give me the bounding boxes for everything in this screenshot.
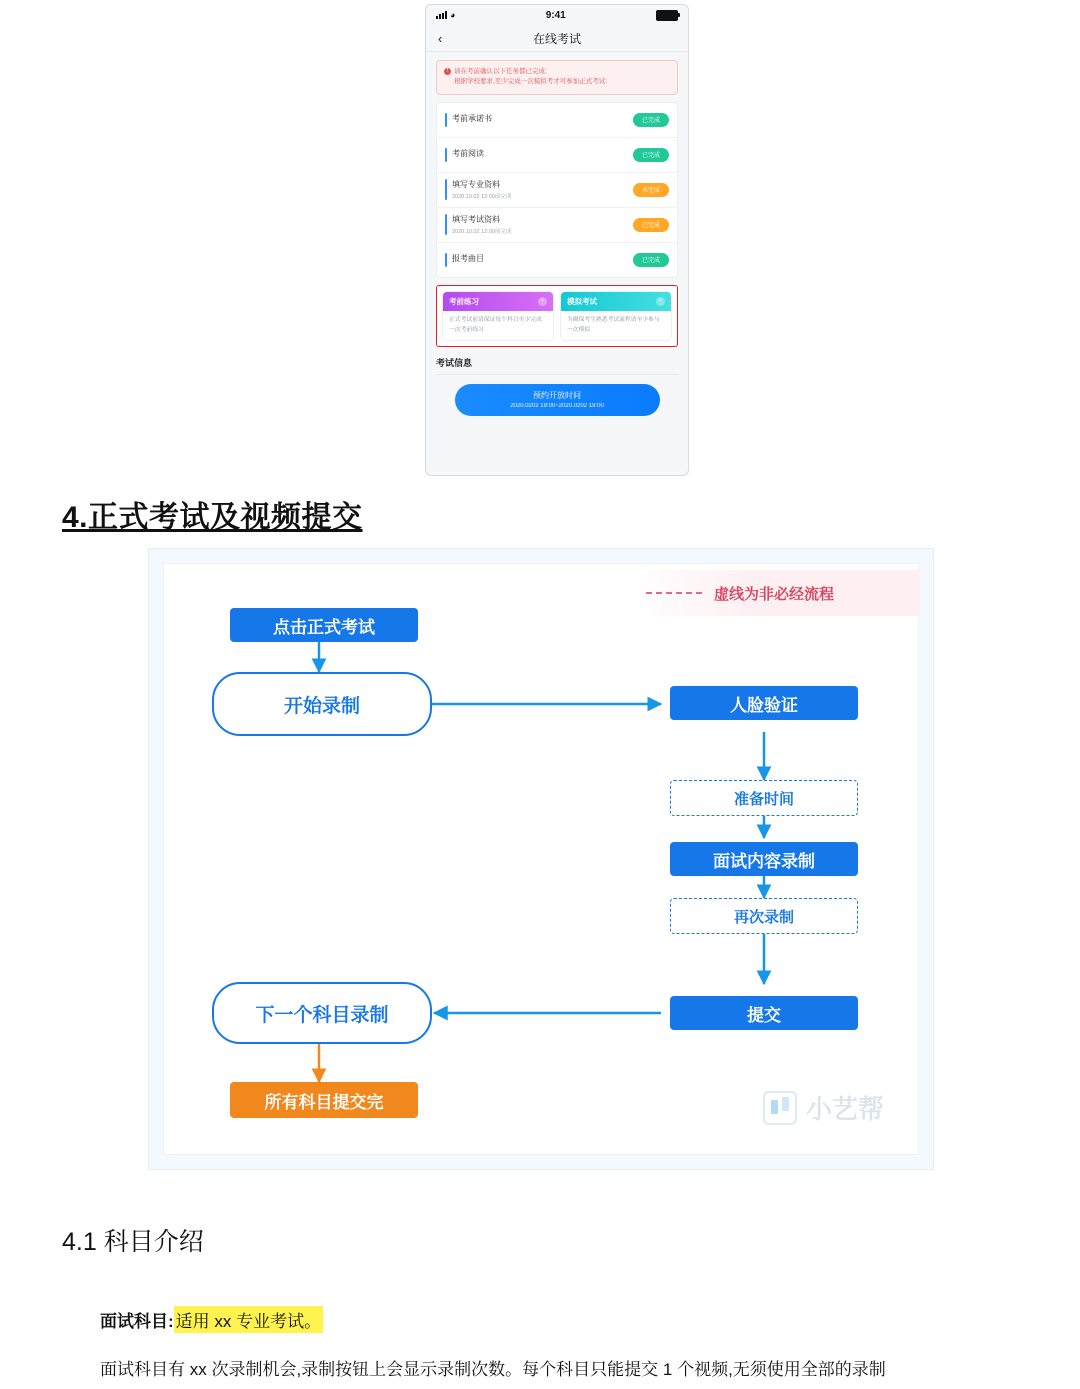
flow-node-all-submitted: 所有科目提交完 [230, 1082, 418, 1118]
accent-bar [445, 113, 447, 127]
status-badge: 未完成 [633, 183, 669, 197]
flow-node-face-verify: 人脸验证 [670, 686, 858, 720]
phone-mockup [425, 4, 689, 476]
task-left [445, 148, 484, 162]
status-badge: 已完成 [633, 253, 669, 267]
flow-node-record: 开始录制 [212, 672, 432, 736]
page-title: 4.正式考试及视频提交 [62, 501, 363, 534]
status-badge: 已完成 [633, 148, 669, 162]
xiaoyibang-logo-icon [763, 1091, 797, 1125]
alert-text-2: 根据学校要求,至少完成一次模拟考才可参加正式考试: [454, 78, 608, 86]
subject-highlight: 适用 xx 专业考试。 [174, 1306, 323, 1333]
accent-bar [445, 148, 447, 162]
reservation-time-title: 预约开放时间 [533, 391, 581, 401]
flow-node-interview-record: 面试内容录制 [670, 842, 858, 876]
section-heading: 4.1 科目介绍 [62, 1228, 204, 1256]
status-bar [426, 5, 688, 25]
task-title: 报考曲目 [452, 253, 484, 263]
flow-node-prepare-time: 准备时间 [670, 780, 858, 816]
status-badge: 已完成 [633, 218, 669, 232]
table-row[interactable] [437, 173, 677, 208]
chevron-right-icon: › [538, 297, 547, 306]
signal-bars-icon [436, 11, 447, 19]
mock-exam-card-title: 模拟考试 [567, 296, 597, 306]
task-deadline: 2020.10.02 12:00前完成 [452, 194, 512, 201]
alert-circle-icon: ! [444, 68, 451, 75]
alert-banner [436, 60, 678, 95]
alert-text-1: 请在考前确认以下任务都已完成: [454, 68, 547, 75]
highlight-callout-box [436, 285, 678, 348]
practice-card[interactable] [442, 291, 554, 342]
task-title: 填写专业资料 [452, 180, 500, 190]
practice-card-header [443, 292, 553, 311]
reservation-time-button[interactable] [455, 384, 660, 416]
accent-bar [445, 179, 447, 200]
page-title: 在线考试 [532, 31, 581, 46]
wifi-icon: ◕ [450, 9, 456, 20]
task-texts [452, 214, 511, 235]
nav-bar [426, 25, 688, 52]
table-row[interactable] [437, 138, 677, 173]
flow-node-submit: 提交 [670, 996, 858, 1030]
accent-bar [445, 253, 447, 267]
watermark-label: 小艺帮 [805, 1094, 884, 1124]
alert-line-1 [444, 67, 670, 77]
task-texts [452, 179, 511, 200]
task-texts [452, 253, 484, 264]
status-time: 9:41 [545, 9, 566, 21]
task-list [436, 102, 678, 278]
task-title: 考前阅读 [452, 148, 484, 158]
battery-icon [656, 10, 678, 21]
practice-card-desc: 正式考试前请保证每个科目至少完成一次考前练习 [449, 316, 542, 333]
legend-label: 虚线为非必经流程 [714, 585, 835, 603]
task-deadline: 2020.10.02 12:00前完成 [452, 229, 512, 236]
phone-body [426, 52, 688, 424]
reservation-time-range: 2020.0202 19:00~2020.0202 19:00 [510, 403, 604, 410]
table-row[interactable] [437, 208, 677, 243]
task-left [445, 113, 492, 127]
status-left [436, 11, 455, 20]
accent-bar [445, 214, 447, 235]
task-left [445, 253, 484, 267]
watermark [763, 1089, 884, 1126]
body-paragraph: 面试科目有 xx 次录制机会,录制按钮上会显示录制次数。每个科目只能提交 1 个视频,无须使用全部的录制 [100, 1360, 886, 1379]
flowchart-canvas [163, 563, 919, 1155]
practice-card-title: 考前练习 [449, 296, 479, 306]
exam-info-label: 考试信息 [436, 356, 678, 375]
chevron-right-icon: › [656, 297, 665, 306]
task-texts [452, 113, 492, 124]
mock-exam-card-header [561, 292, 671, 311]
back-chevron-icon[interactable]: ‹ [438, 30, 443, 46]
flow-node-start: 点击正式考试 [230, 608, 418, 642]
dashed-line-icon [646, 592, 702, 594]
mock-exam-card-desc: 为确保考生熟悉考试流程请至少参与一次模拟 [567, 316, 660, 333]
subject-paragraph [100, 1306, 323, 1333]
table-row[interactable] [437, 103, 677, 138]
flowchart [148, 548, 934, 1170]
flow-node-record-again: 再次录制 [670, 898, 858, 934]
task-title: 填写考试资料 [452, 215, 500, 225]
subject-label: 面试科目: [100, 1312, 174, 1331]
table-row[interactable] [437, 243, 677, 277]
mock-exam-card[interactable] [560, 291, 672, 342]
status-badge: 已完成 [633, 113, 669, 127]
flow-node-next-subject: 下一个科目录制 [212, 982, 432, 1044]
task-left [445, 179, 511, 200]
task-texts [452, 148, 484, 159]
legend [630, 570, 920, 616]
task-left [445, 214, 511, 235]
task-title: 考前承诺书 [452, 113, 492, 123]
